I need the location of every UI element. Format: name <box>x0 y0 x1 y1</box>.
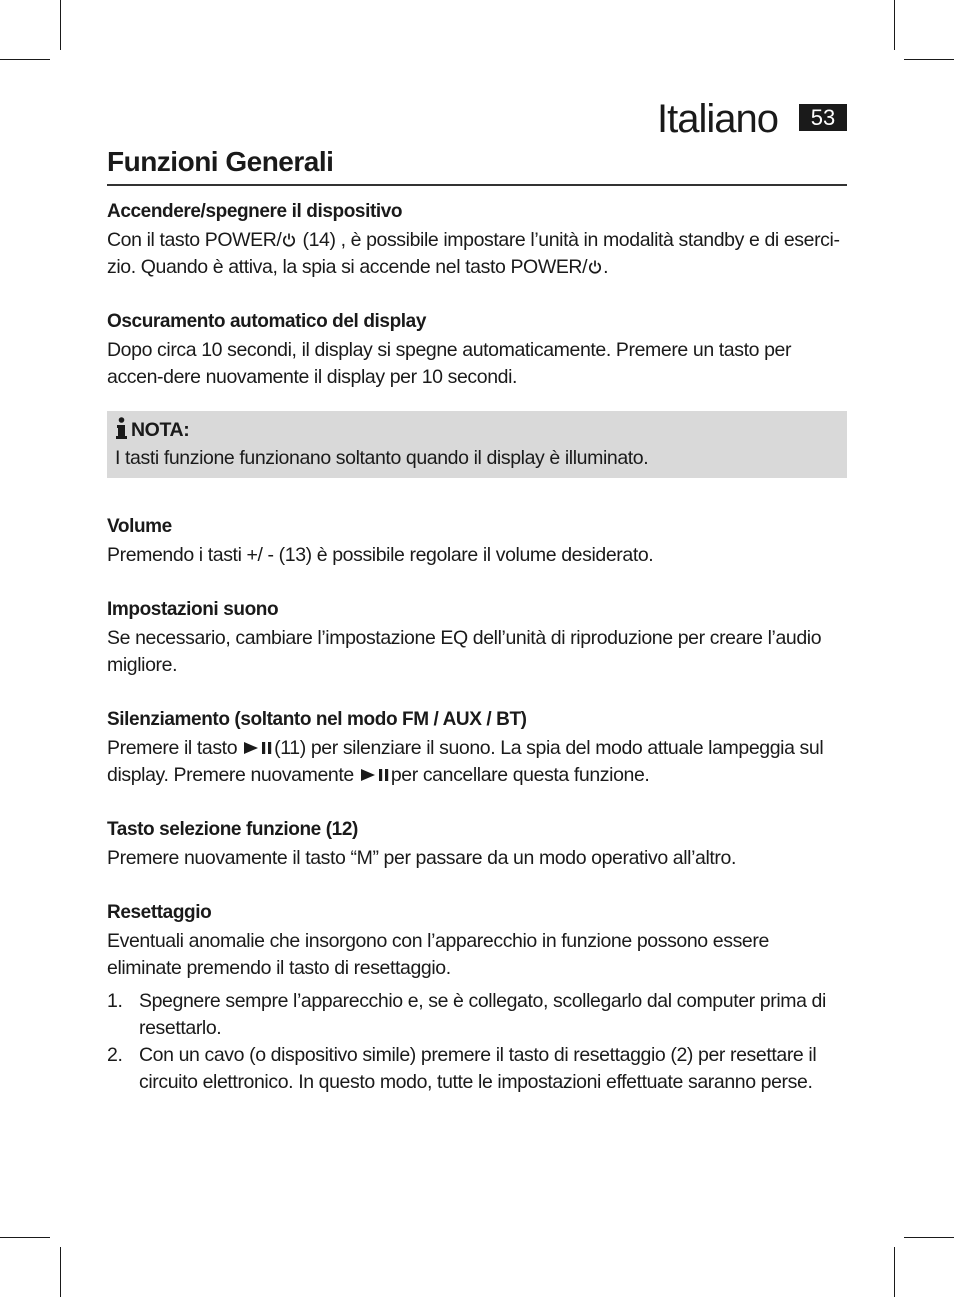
section-text <box>107 227 847 281</box>
text-run: Con il tasto POWER/ <box>107 229 282 251</box>
title-divider <box>107 184 847 186</box>
section-text: Se necessario, cambiare l’impostazione EQ dell’unità di riproduzione per creare l’audio migliore. <box>107 627 822 676</box>
page-title: Funzioni Generali <box>107 146 334 177</box>
info-icon <box>115 417 128 439</box>
page-content <box>107 197 847 1122</box>
section-dimming <box>107 307 847 391</box>
section-heading: Resettaggio <box>107 902 212 923</box>
text-run: . <box>603 256 609 278</box>
section-heading: Impostazioni suono <box>107 599 279 620</box>
crop-mark <box>60 1247 61 1297</box>
section-mute <box>107 705 847 789</box>
note-header <box>115 416 839 444</box>
section-text: Dopo circa 10 secondi, il display si spegne automaticamente. Premere un tasto per accen-dere nuovamente il display per 10 secondi. <box>107 339 792 388</box>
text-run: (14) , è possibile impostare l’unità in modalità standby e di eserci-zio. Quando è attiva, la spia si accende nel tasto POWER/ <box>107 229 840 278</box>
list-text: Con un cavo (o dispositivo simile) premere il tasto di resettaggio (2) per resettare il circuito elettronico. In questo modo, tutte le impostazioni effettuate saranno perse. <box>139 1044 817 1093</box>
crop-mark <box>894 0 895 50</box>
play-pause-icon <box>242 740 274 756</box>
crop-mark <box>904 59 954 60</box>
section-text: Eventuali anomalie che insorgono con l’apparecchio in funzione possono essere eliminate premendo il tasto di resettaggio. <box>107 930 769 979</box>
note-label: NOTA: <box>131 419 190 441</box>
crop-mark <box>894 1247 895 1297</box>
section-power <box>107 197 847 281</box>
power-icon <box>282 233 296 247</box>
section-text: Premere nuovamente il tasto “M” per passare da un modo operativo all’altro. <box>107 847 736 869</box>
list-number: 2. <box>107 1044 123 1066</box>
list-number: 1. <box>107 990 123 1012</box>
section-function-key <box>107 815 847 872</box>
crop-mark <box>0 1237 50 1238</box>
section-sound <box>107 595 847 679</box>
note-box <box>107 411 847 478</box>
section-text <box>107 735 847 789</box>
page-number: 53 <box>799 104 847 131</box>
reset-steps <box>107 988 847 1096</box>
list-text: Spegnere sempre l’apparecchio e, se è collegato, scollegarlo dal computer prima di resettarlo. <box>139 990 826 1039</box>
section-heading: Tasto selezione funzione (12) <box>107 819 358 840</box>
power-icon <box>588 260 602 274</box>
section-heading: Oscuramento automatico del display <box>107 311 426 332</box>
language-title: Italiano <box>657 97 778 141</box>
text-run: (11) per silenziare il suono. La spia del modo attuale lampeggia sul display. Premere nuovamente <box>107 737 824 786</box>
section-reset <box>107 898 847 1096</box>
text-run: per cancellare questa funzione. <box>390 764 650 786</box>
section-heading: Accendere/spegnere il dispositivo <box>107 201 403 222</box>
play-pause-icon <box>359 767 391 783</box>
crop-mark <box>904 1237 954 1238</box>
crop-mark <box>0 59 50 60</box>
section-volume <box>107 512 847 569</box>
text-run: Premere il tasto <box>107 737 243 759</box>
section-heading: Silenziamento (soltanto nel modo FM / AUX / BT) <box>107 709 527 730</box>
list-item <box>107 1042 847 1096</box>
list-item <box>107 988 847 1042</box>
section-heading: Volume <box>107 516 172 537</box>
crop-mark <box>60 0 61 50</box>
note-text: I tasti funzione funzionano soltanto quando il display è illuminato. <box>115 447 649 469</box>
section-text: Premendo i tasti +/ - (13) è possibile regolare il volume desiderato. <box>107 544 654 566</box>
